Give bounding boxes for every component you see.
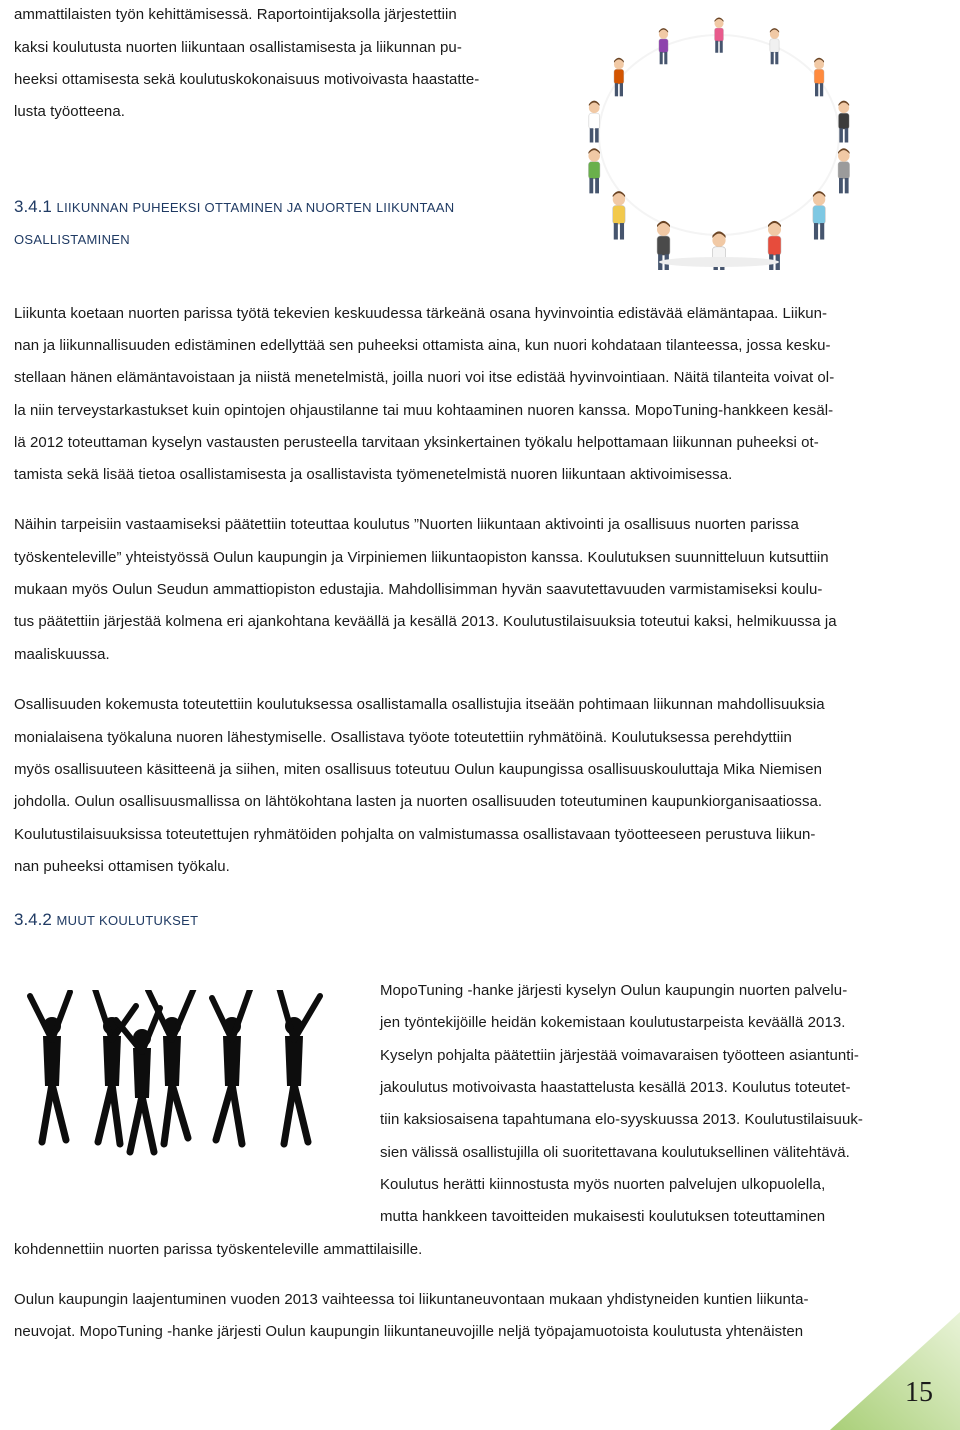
text-line: stellaan hänen elämäntavoistaan ja niistä menetelmistä, joilla nuori voi itse edistää hyvinvointiaan. Näitä tilanteita voivat ol- bbox=[14, 369, 835, 386]
person-figure bbox=[614, 58, 624, 97]
text-line: tiin kaksiosaisena tapahtumana elo-syyskuussa 2013. Koulutustilaisuuk- bbox=[380, 1111, 863, 1128]
text-line: Kyselyn pohjalta päätettiin järjestää voimavaraisen työotteen asiantunti- bbox=[380, 1047, 859, 1064]
people-circle-photo bbox=[548, 0, 890, 270]
text-line: nan ja liikunnallisuuden edistäminen edellyttää sen puheeksi ottamista aina, kun nuori kohdataan tilanteessa, jossa kesku- bbox=[14, 337, 831, 354]
text-line: jen työntekijöille heidän kokemistaan koulutustarpeista keväällä 2013. bbox=[380, 1014, 846, 1031]
text-line: Oulun kaupungin laajentuminen vuoden 2013 vaihteessa toi liikuntaneuvontaan mukaan yhdistyneiden kuntien liikunta- bbox=[14, 1291, 809, 1308]
section-heading-3-4-1 bbox=[14, 196, 454, 219]
text-line: jakoulutus motivoivasta haastattelusta kesällä 2013. Koulutus toteutet- bbox=[380, 1079, 851, 1096]
person-figure bbox=[715, 18, 724, 53]
text-line: Osallisuuden kokemusta toteutettiin koulutuksessa osallistamalla osallistujia itseään pohtimaan liikunnan mahdollisuuksia bbox=[14, 696, 825, 713]
page-number: 15 bbox=[905, 1377, 933, 1408]
text-line: myös osallisuuteen käsitteenä ja siihen, miten osallisuus toteutuu Oulun kaupungissa osallisuuskouluttaja Mika Niemisen bbox=[14, 761, 823, 778]
text-line: nan puheeksi ottamisen työkalu. bbox=[14, 858, 230, 875]
text-line: heeksi ottamisesta sekä koulutuskokonaisuus motivoivasta haastatte- bbox=[14, 71, 480, 88]
text-line: johdolla. Oulun osallisuusmallissa on lähtökohtana lasten ja nuorten osallisuuden toteutuminen kaupunkiorganisaatiossa. bbox=[14, 793, 823, 810]
text-line: tus päätettiin järjestää kolmena eri ajankohtana keväällä ja kesällä 2013. Koulutustilaisuuksia toteutui kaksi, helmikuussa ja bbox=[14, 613, 837, 630]
corner-triangle bbox=[830, 1312, 960, 1430]
text-line: mukaan myös Oulun Seudun ammattiopiston edustajia. Mahdollisimman hyvän saavutettavuuden varmistamiseksi koulu- bbox=[14, 581, 823, 598]
section-title: MUUT KOULUTUKSET bbox=[56, 913, 199, 928]
dancing-silhouettes-photo bbox=[22, 990, 350, 1172]
silhouettes-group bbox=[30, 990, 320, 1152]
text-line: Koulutus herätti kiinnostusta myös nuorten palvelujen ulkopuolella, bbox=[380, 1176, 826, 1193]
text-line: Koulutustilaisuuksissa toteutettujen ryhmätöiden pohjalta on valmistumassa osallistavaan työotteeseen perustuva liikun- bbox=[14, 826, 816, 843]
person-figure bbox=[838, 148, 850, 193]
section-title: LIIKUNNAN PUHEEKSI OTTAMINEN JA NUORTEN LIIKUNTAAN bbox=[56, 200, 455, 215]
text-line: kohdennettiin nuorten parissa työskenteleville ammattilaisille. bbox=[14, 1241, 423, 1258]
section-number: 3.4.1 bbox=[14, 197, 52, 216]
section-heading-3-4-2 bbox=[14, 909, 198, 932]
section-heading-3-4-1-cont bbox=[14, 228, 130, 251]
person-figure bbox=[813, 191, 825, 239]
text-line: monialaisena työkaluna nuoren lähestymiselle. Osallistava työote toteutettiin ryhmätöinä. Koulutuksessa perehdyttiin bbox=[14, 729, 792, 746]
text-line: neuvojat. MopoTuning -hanke järjesti Oulun kaupungin liikuntaneuvojille neljä työpajamuotoista koulutusta yhtenäisten bbox=[14, 1323, 804, 1340]
text-line: Liikunta koetaan nuorten parissa työtä tekevien keskuudessa tärkeänä osana hyvinvointia edistävää elämäntapaa. Liikun- bbox=[14, 305, 828, 322]
person-figure bbox=[814, 58, 824, 97]
text-line: la niin terveystarkastukset kuin opintojen ohjaustilanne tai muu kohtaaminen nuoren kanssa. MopoTuning-hankkeen kesäl- bbox=[14, 402, 834, 419]
people-group bbox=[588, 18, 849, 271]
text-line: kaksi koulutusta nuorten liikuntaan osallistamisesta ja liikunnan pu- bbox=[14, 39, 462, 56]
text-line: ammattilaisten työn kehittämisessä. Raportointijaksolla järjestettiin bbox=[14, 6, 457, 23]
dancer-silhouette bbox=[116, 1008, 160, 1152]
dancer-silhouette bbox=[94, 990, 136, 1144]
person-figure bbox=[838, 101, 849, 143]
page-corner-decoration bbox=[830, 1312, 960, 1430]
person-figure bbox=[659, 28, 668, 64]
person-figure bbox=[770, 28, 779, 64]
text-line: työskenteleville” yhteistyössä Oulun kaupungin ja Virpiniemen liikuntaopiston kanssa. Koulutuksen suunnitteluun kutsuttiin bbox=[14, 549, 829, 566]
dancer-silhouette bbox=[278, 990, 320, 1144]
dancer-silhouette bbox=[212, 990, 252, 1144]
text-line: Näihin tarpeisiin vastaamiseksi päätettiin toteuttaa koulutus ”Nuorten liikuntaan aktivointi ja osallisuus nuorten parissa bbox=[14, 516, 799, 533]
text-line: mutta hankkeen tavoitteiden mukaisesti koulutuksen toteuttaminen bbox=[380, 1208, 826, 1225]
text-line: maaliskuussa. bbox=[14, 646, 110, 663]
section-title-cont: OSALLISTAMINEN bbox=[14, 232, 130, 247]
text-line: lä 2012 toteuttaman kyselyn vastausten perusteella tarvitaan yksinkertainen työkalu helpottamaan liikunnan puheeksi ot- bbox=[14, 434, 819, 451]
text-line: lusta työotteena. bbox=[14, 103, 125, 120]
text-line: sien välissä osallistujilla oli suoritettavana koulutuksellinen välitehtävä. bbox=[380, 1144, 850, 1161]
dancer-silhouette bbox=[30, 992, 70, 1142]
person-figure bbox=[613, 191, 625, 239]
text-line: tamista sekä lisää tietoa osallistamisesta ja osallistavista työmenetelmistä nuoren liikuntaan aktivoimisessa. bbox=[14, 466, 733, 483]
person-figure bbox=[589, 101, 600, 143]
section-number: 3.4.2 bbox=[14, 910, 52, 929]
person-figure bbox=[588, 148, 600, 193]
text-line: MopoTuning -hanke järjesti kyselyn Oulun kaupungin nuorten palvelu- bbox=[380, 982, 848, 999]
